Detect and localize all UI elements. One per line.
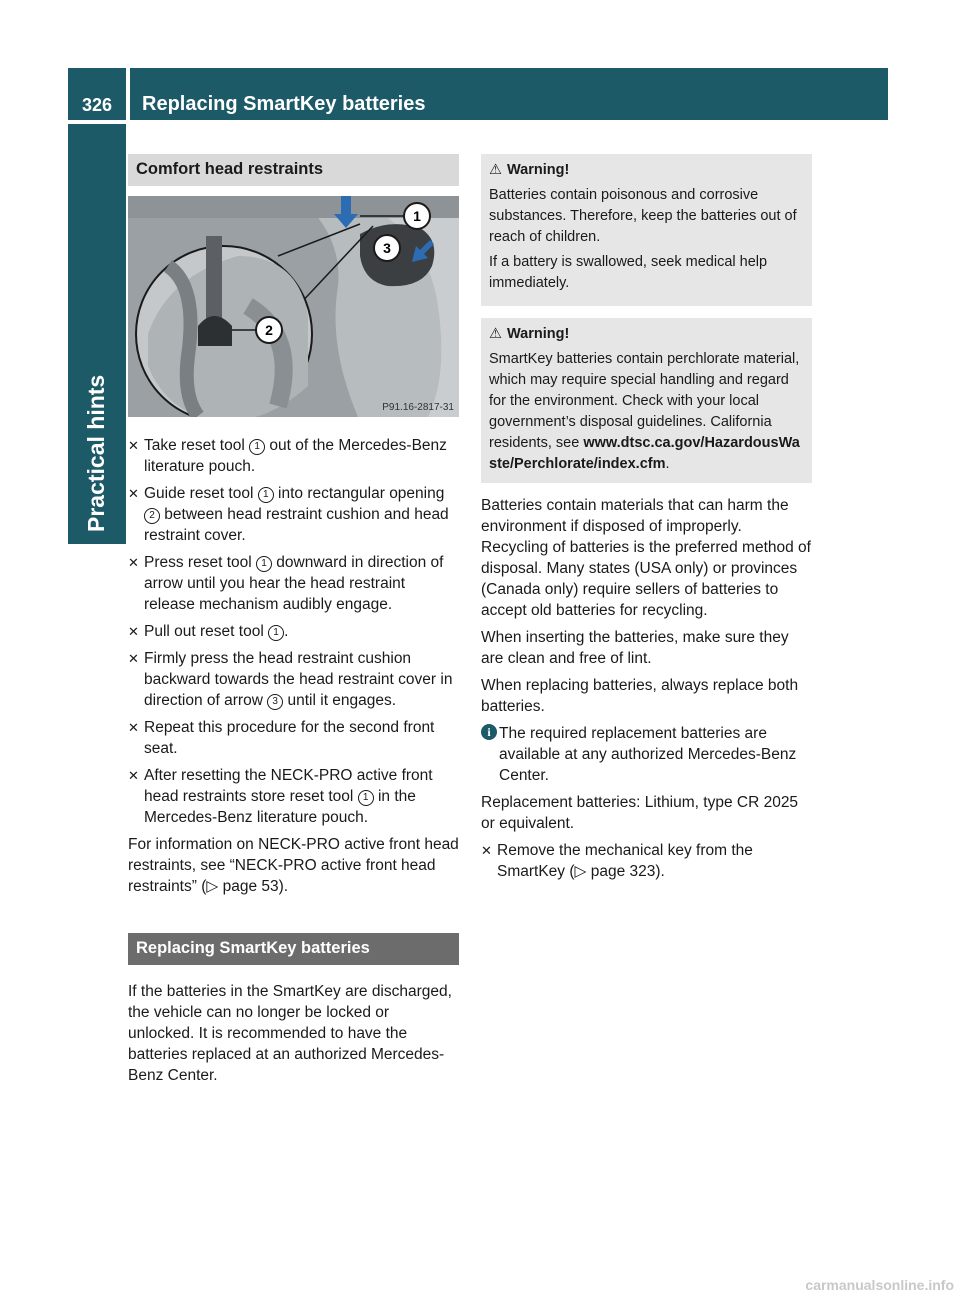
page-title: Replacing SmartKey batteries [142,93,426,115]
step-item [128,717,459,759]
step-text: into rectangular opening [273,485,445,502]
watermark: carmanualsonline.info [805,1277,954,1293]
battery-environment-text: Batteries contain materials that can harm the environment if disposed of improperly. Recycling of batteries is the preferred method of disposal. Many states (USA only) or provinces (Canada only) require sellers of batteries to accept old batteries for recycling. [481,497,811,619]
replacement-battery-type: Replacement batteries: Lithium, type CR 2025 or equivalent. [481,794,799,832]
step-item [128,483,459,546]
warning-icon: ⚠ [489,326,502,342]
warning-text: If a battery is swallowed, seek medical help immediately. [489,254,768,291]
info-text: The required replacement batteries are available at any authorized Mercedes-Benz Center. [499,725,797,784]
step-arrow-icon: ✕ [128,768,139,783]
callout-ref: 2 [144,508,160,524]
head-restraint-figure [128,196,459,417]
warning-title: Warning! [507,326,570,342]
step-item [128,435,459,477]
callout-ref: 1 [256,556,272,572]
remove-key-step [481,840,812,882]
step-text: out of the Mercedes-Benz literature pouch. [144,437,447,475]
step-text: downward in direction of arrow until you hear the head restraint release mechanism audibly engage. [144,554,444,613]
step-arrow-icon: ✕ [128,624,139,639]
dtsc-link[interactable]: www.dtsc.ca.gov/HazardousWaste/Perchlorate/index.cfm [489,435,800,472]
page-ref-arrow-icon: ▷ [574,863,587,880]
info-note [481,723,812,786]
neck-pro-reference: For information on NECK-PRO active front head restraints, see “NECK-PRO active front head restraints” (▷ page 53). [128,836,459,895]
reset-steps-list [128,435,459,828]
step-item [128,765,459,828]
step-item [128,621,459,642]
step-text: in the Mercedes-Benz literature pouch. [144,788,416,826]
page-header [68,68,888,120]
battery-clean-text: When inserting the batteries, make sure they are clean and free of lint. [481,629,789,667]
left-column [128,154,459,1092]
right-column [481,154,812,888]
callout-1: 1 [413,208,421,224]
step-text-pre: Remove the mechanical key from the SmartKey ( [497,842,753,880]
step-arrow-icon: ✕ [128,651,139,666]
callout-ref: 3 [267,694,283,710]
step-text: Repeat this procedure for the second front seat. [144,719,435,757]
step-item [128,648,459,711]
callout-ref: 1 [268,625,284,641]
battery-replace-both-text: When replacing batteries, always replace both batteries. [481,677,799,715]
step-text: Guide reset tool [144,485,258,502]
smartkey-intro: If the batteries in the SmartKey are discharged, the vehicle can no longer be locked or unlocked. It is recommended to have the batteries replaced at an authorized Mercedes-Benz Center. [128,983,452,1084]
chapter-tab[interactable] [68,124,126,544]
warning-text: Batteries contain poisonous and corrosive substances. Therefore, keep the batteries out of reach of children. [489,187,797,245]
warning-text: SmartKey batteries contain perchlorate material, which may require special handling and regard for the environment. Check with your local government’s disposal guidelines. California residents, see [489,351,800,451]
step-arrow-icon: ✕ [128,720,139,735]
step-text: between head restraint cushion and head restraint cover. [144,506,449,544]
step-text: Take reset tool [144,437,250,454]
step-text: . [284,623,289,640]
page-number: 326 [81,95,113,115]
step-text-post[interactable]: page 323). [586,863,665,880]
step-arrow-icon: ✕ [481,843,492,858]
step-text: Pull out reset tool [144,623,269,640]
step-text: Firmly press the head restraint cushion backward towards the head restraint cover in direction of arrow [144,650,453,709]
step-text: Press reset tool [144,554,256,571]
step-arrow-icon: ✕ [128,486,139,501]
section-heading-comfort: Comfort head restraints [128,154,459,186]
chapter-tab-label: Practical hints [83,374,109,532]
step-arrow-icon: ✕ [128,555,139,570]
callout-ref: 1 [249,439,265,455]
figure-code: P91.16-2817-31 [382,402,454,413]
step-text: After resetting the NECK-PRO active front head restraints store reset tool [144,767,433,805]
step-item [128,552,459,615]
callout-ref: 1 [258,487,274,503]
period: . [665,456,670,472]
header-divider [126,68,130,120]
step-text: until it engages. [283,692,397,709]
step-arrow-icon: ✕ [128,438,139,453]
warning-title: Warning! [507,162,570,178]
head-restraint-illustration [128,196,459,417]
warning-icon: ⚠ [489,162,502,178]
callout-ref: 1 [358,790,374,806]
section-heading-smartkey: Replacing SmartKey batteries [128,933,459,965]
callout-2: 2 [265,322,273,338]
warning-box-1 [481,154,812,306]
callout-3: 3 [383,240,391,256]
warning-box-2 [481,318,812,483]
info-icon: i [481,724,497,740]
